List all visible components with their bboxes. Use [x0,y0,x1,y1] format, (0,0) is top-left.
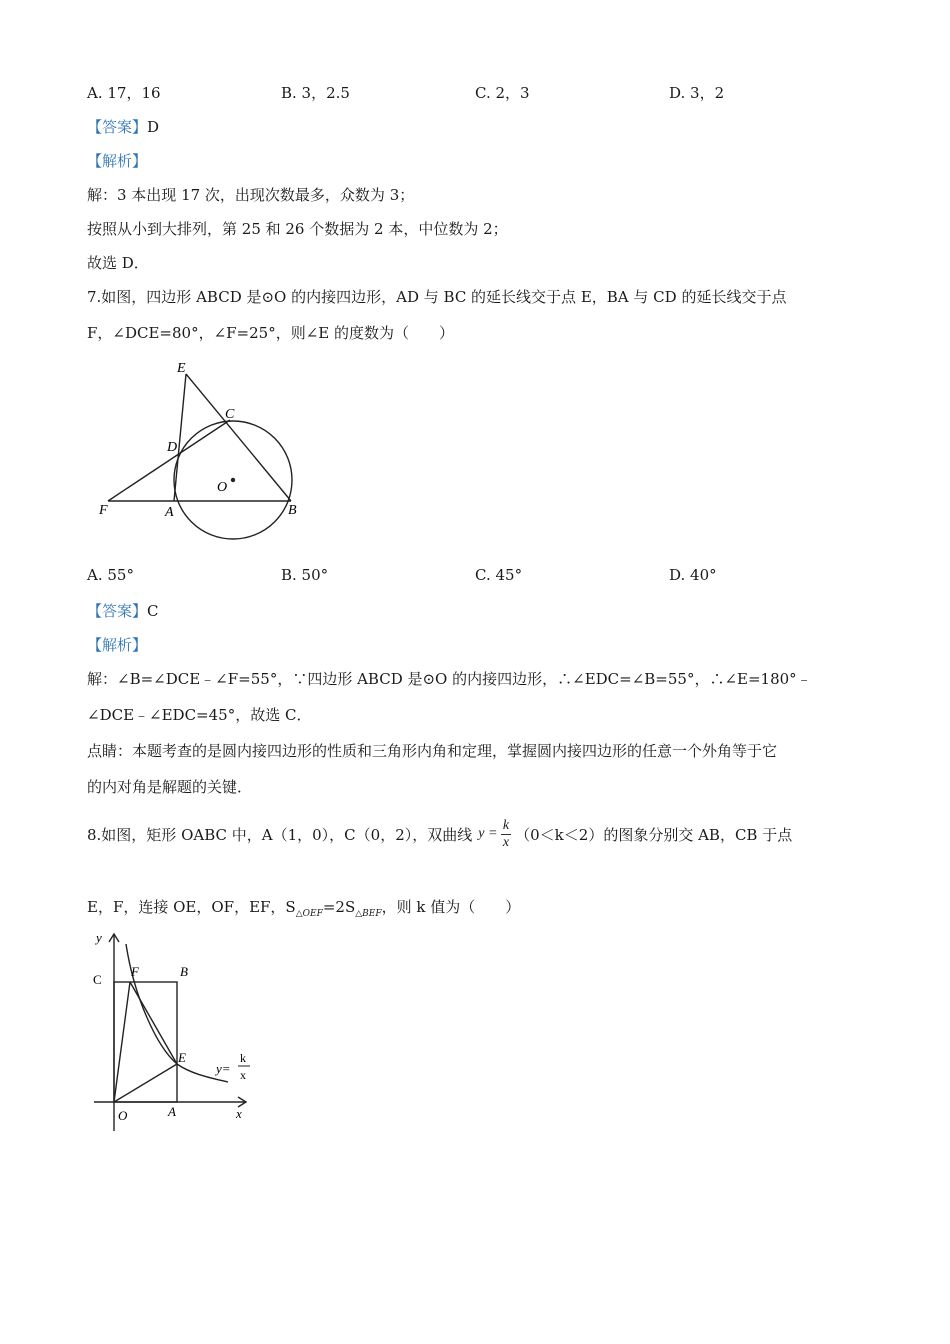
q7-geometry-figure [90,352,320,548]
q6-solution-line: 解：3 本出现 17 次，出现次数最多，众数为 3； [87,186,415,204]
label-a: A [168,1104,176,1119]
label-y: y [96,930,102,945]
q7-option-d: D. 40° [669,566,717,584]
q8-stem-post: （0＜k＜2）的图象分别交 AB，CB 于点 [515,825,793,844]
answer-tag: 【答案】 [87,118,148,136]
hyperbola-formula [478,818,511,851]
curve-label-lhs: y= [216,1061,231,1076]
curve-label-num: k [240,1051,246,1065]
subscript-bef: △BEF [355,909,382,919]
q8-stem-text: E，F，连接 OE，OF，EF，S [87,898,296,916]
line-of [114,982,130,1102]
formula-numerator: k [502,817,510,833]
q7-option-c: C. 45° [475,566,523,584]
label-f: F [131,964,139,979]
q8-stem-text: ，则 k 值为（ ） [381,898,521,916]
q6-option-d: D. 3，2 [669,84,725,102]
line-fc [108,420,230,501]
label-b: B [180,964,188,979]
q6-option-b: B. 3，2.5 [281,84,350,102]
q6-option-c: C. 2，3 [475,84,530,102]
curve-label-den: x [240,1068,246,1082]
q6-answer [87,116,159,137]
label-a: A [165,505,174,520]
line-ef [130,982,177,1064]
q7-comment-line: 的内对角是解题的关键． [87,778,253,796]
subscript-oef: △OEF [295,909,323,919]
q8-stem-pre: 8.如图，矩形 OABC 中，A（1，0），C（0，2），双曲线 [87,825,473,844]
q6-solution-line: 故选 D． [87,254,149,272]
label-d: D [167,440,178,455]
q7-analysis-tag: 【解析】 [87,636,148,654]
center-dot [231,478,235,482]
label-c: C [93,972,102,987]
line-oe [114,1064,177,1102]
q8-stem-text: =2S [322,898,356,916]
label-b: B [288,503,297,518]
q6-option-a: A. 17，16 [87,84,161,102]
q7-stem-line: 7.如图，四边形 ABCD 是⊙O 的内接四边形，AD 与 BC 的延长线交于点 E，BA 与 CD 的延长线交于点 [87,288,787,306]
answer-value: C [147,602,159,620]
label-x: x [236,1106,242,1121]
answer-tag: 【答案】 [87,602,148,620]
answer-value: D [147,118,160,136]
q8-stem-line [87,808,792,860]
label-o: O [217,480,228,495]
q7-solution-line: 解：∠B=∠DCE﹣∠F=55°，∵四边形 ABCD 是⊙O 的内接四边形，∴∠EDC=∠B=55°，∴∠E=180°﹣ [87,670,812,688]
label-o: O [118,1108,128,1123]
q6-solution-line: 按照从小到大排列，第 25 和 26 个数据为 2 本，中位数为 2； [87,220,508,238]
label-e: E [177,361,186,376]
q7-option-b: B. 50° [281,566,329,584]
label-c: C [225,407,235,422]
line-ea [174,374,186,501]
q7-comment-line: 点睛：本题考查的是圆内接四边形的性质和三角形内角和定理，掌握圆内接四边形的任意一个外角等于它 [87,742,778,760]
q7-stem-line: F，∠DCE=80°，∠F=25°，则∠E 的度数为（ ） [87,324,455,342]
q6-analysis-tag: 【解析】 [87,152,148,170]
q8-coordinate-figure [86,926,256,1136]
q8-stem-line [87,896,520,919]
label-e: E [178,1050,186,1065]
q7-solution-line: ∠DCE﹣∠EDC=45°，故选 C． [87,706,312,724]
formula-lhs: y = [478,826,498,841]
line-eb [186,374,291,501]
rectangle-oabc [114,982,177,1102]
formula-denominator: x [502,834,510,850]
q7-option-a: A. 55° [87,566,134,584]
q7-answer [87,600,159,621]
label-f: F [99,503,108,518]
